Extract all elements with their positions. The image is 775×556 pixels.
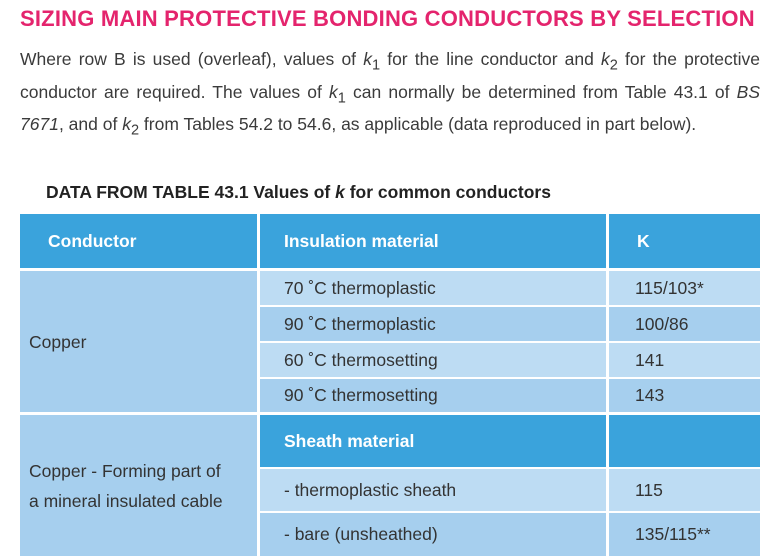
- table-row-material: 90 ˚C thermosetting: [260, 379, 606, 412]
- header-insulation: Insulation material: [260, 214, 606, 268]
- table-row-material: - bare (unsheathed): [260, 513, 606, 556]
- table-row-k: 135/115**: [609, 513, 760, 556]
- table-row-k: 141: [609, 343, 760, 377]
- subheader-blank: [609, 415, 760, 467]
- table-row-k: 115: [609, 469, 760, 511]
- table-row-k: 143: [609, 379, 760, 412]
- table-row-k: 115/103*: [609, 271, 760, 305]
- table-row-material: 70 ˚C thermoplastic: [260, 271, 606, 305]
- conductor-copper: Copper: [20, 271, 257, 412]
- conductor-mineral-insulated: [20, 415, 257, 556]
- page-heading: SIZING MAIN PROTECTIVE BONDING CONDUCTORS BY SELECTION: [20, 6, 755, 31]
- table-row-material: - thermoplastic sheath: [260, 469, 606, 511]
- conductor-mineral-line2: a mineral insulated cable: [29, 490, 223, 511]
- intro-paragraph: Where row B is used (overleaf), values of $k_1$ for the line conductor and $k_2$ for the protective conductor are required. The values of $k_1$ can normally be determined from Table 43.1 of BS 7671, and of $k_2$ from Tables 54.2 to 54.6, as applicable (data reproduced in part below).: [20, 49, 760, 139]
- table-row-material: 60 ˚C thermosetting: [260, 343, 606, 377]
- k-values-table: [20, 214, 760, 556]
- subheader-sheath-material: Sheath material: [260, 415, 606, 467]
- conductor-mineral-line1: Copper - Forming part of: [29, 460, 221, 481]
- table-row-k: 100/86: [609, 307, 760, 341]
- header-conductor: Conductor: [20, 214, 257, 268]
- table-row-material: 90 ˚C thermoplastic: [260, 307, 606, 341]
- header-k: K: [609, 214, 760, 268]
- table-title: DATA FROM TABLE 43.1 Values of k for common conductors: [46, 182, 551, 202]
